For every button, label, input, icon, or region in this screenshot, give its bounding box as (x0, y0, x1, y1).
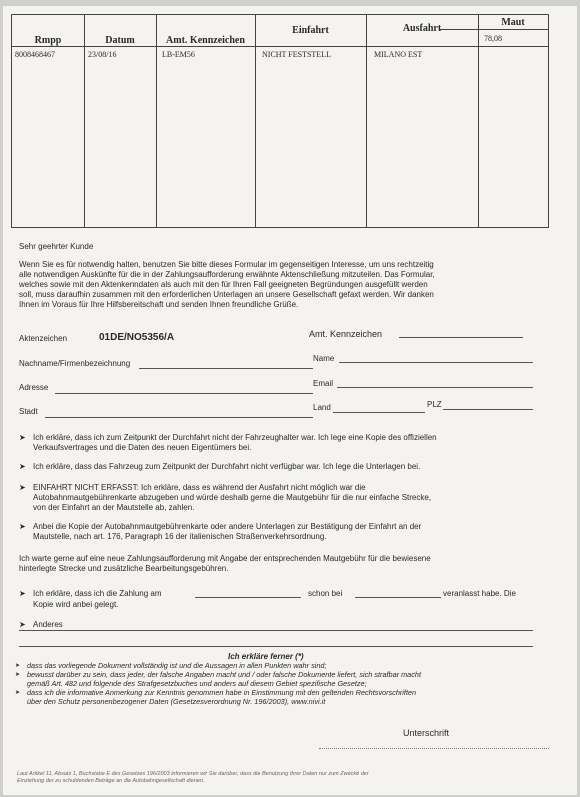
nachname-label: Nachname/Firmenbezeichnung (19, 359, 131, 368)
payment-text: schon bei (308, 589, 343, 598)
cell-rmpp: 8008468467 (15, 50, 55, 59)
option-text[interactable]: Anbei die Kopie der Autobahnmautgebührenkarte oder andere Unterlagen zur Bestätigung der Einfahrt an der (33, 522, 422, 531)
wish-line: Ich warte gerne auf eine neue Zahlungsaufforderung mit Angabe der entsprechenden Mautgebühr für die bewiesene (19, 554, 431, 563)
land-label: Land (313, 403, 331, 412)
table-header-line (12, 46, 548, 47)
table-col-line (255, 15, 256, 227)
intro-line: welches sowie mit den Aktenkenndaten als auch mit den für Ihren Fall geeigneten Begründungen ausgefüllt werden (19, 280, 428, 289)
adresse-field[interactable] (55, 383, 313, 394)
arrow-icon: ➤ (19, 433, 26, 442)
stadt-label: Stadt (19, 407, 38, 416)
arrow-icon: ➤ (19, 522, 26, 531)
anderes-label: Anderes (33, 620, 63, 629)
adresse-label: Adresse (19, 383, 49, 392)
aktenzeichen-label: Aktenzeichen (19, 334, 68, 343)
option-text[interactable]: EINFAHRT NICHT ERFASST: Ich erkläre, dass es während der Ausfahrt nicht möglich war die (33, 483, 366, 492)
footer-note (17, 771, 557, 785)
email-field[interactable] (337, 377, 533, 388)
declaration-line: gemäß Art. 482 und folgende des Strafgesetzbuches und anders auf diesem Gebiet spezifische Gesetze; (27, 679, 367, 688)
signature-field[interactable] (319, 748, 549, 749)
transit-table (11, 14, 549, 228)
greeting: Sehr geehrter Kunde (19, 242, 94, 251)
stadt-field[interactable] (45, 407, 313, 418)
table-col-line (366, 15, 367, 227)
table-col-line (156, 15, 157, 227)
header-datum: Datum (105, 35, 135, 46)
email-label: Email (313, 379, 334, 388)
wish-line: hinterlegte Strecke und zusätzliche Bearbeitungsgebühren. (19, 564, 229, 573)
arrow-icon: ➤ (15, 690, 21, 696)
land-field[interactable] (333, 402, 425, 413)
option-text[interactable]: Autobahnmautgebührenkarte abzugeben und würde deshalb gerne die Mautgebühr für die nur einfache Strecke, (33, 493, 432, 502)
anderes-line[interactable] (19, 630, 533, 631)
name-field[interactable] (339, 352, 533, 363)
intro-line: Wenn Sie es für notwendig halten, benutzen Sie bitte dieses Formular im gegenseitigen Interesse, um uns rechtzeitig (19, 260, 434, 269)
option-text[interactable]: von der Einfahrt an der Mautstelle ab, zahlen. (33, 503, 195, 512)
header-einfahrt: Einfahrt (292, 25, 329, 36)
signature-label: Unterschrift (403, 728, 450, 738)
name-label: Name (313, 354, 335, 363)
declaration-line: dass ich die informative Anmerkung zur Kenntnis genommen habe in Einstimmung mit den geltenden Rechtsvorschriften (27, 688, 417, 697)
payment-text: Kopie wird anbei gelegt. (33, 600, 119, 609)
payment-date-field[interactable] (195, 589, 301, 598)
table-col-line (84, 15, 85, 227)
amt-kennzeichen-field[interactable] (399, 327, 523, 338)
arrow-icon: ➤ (19, 462, 26, 471)
amt-kennzeichen-label: Amt. Kennzeichen (309, 329, 383, 339)
payment-text: veranlasst habe. Die (443, 589, 516, 598)
arrow-icon: ➤ (19, 589, 26, 598)
option-text[interactable]: Ich erkläre, dass das Fahrzeug zum Zeitpunkt der Durchfahrt nicht verfügbar war. Ich lege die Unterlagen bei. (33, 462, 421, 471)
arrow-icon: ➤ (19, 620, 26, 629)
option-text[interactable]: Verkaufsvertrages und die Daten des neuen Eigentümers bei. (33, 443, 252, 452)
intro-line: alle notwendigen Auskünfte für die in der Zahlungsaufforderung erwähnte Aktenschließung mitzuteilen. Das Formular, (19, 270, 435, 279)
cell-einfahrt: NICHT FESTSTELL (262, 50, 331, 59)
declaration-line: über den Schutz personenbezogener Daten (Gesetzesverordnung Nr. 196/2003), www.nivi.it (27, 697, 326, 706)
arrow-icon: ➤ (15, 663, 21, 669)
header-rmpp: Rmpp (34, 35, 62, 46)
cell-ausfahrt: MILANO EST (374, 50, 423, 59)
maut-value: 78,08 (484, 34, 502, 43)
header-ausfahrt: Ausfahrt (402, 23, 442, 34)
plz-field[interactable] (443, 399, 533, 410)
footer-line: Laut Artikel 11, Absatz 1, Buchstabe E des Gesetzes 196/2003 informieren wir Sie darüber, dass die Benutzung Ihrer Daten nur zum Zwecke der (17, 771, 369, 777)
arrow-icon: ➤ (19, 483, 26, 492)
cell-datum: 23/08/16 (88, 50, 117, 59)
declaration-title: Ich erkläre ferner (*) (228, 652, 304, 661)
table-col-line (478, 15, 479, 227)
anderes-line[interactable] (19, 646, 533, 647)
maut-header: Maut (501, 17, 525, 28)
option-text[interactable]: Mautstelle, nach art. 176, Paragraph 16 der italienischen Straßenverkehrsordnung. (33, 532, 327, 541)
payment-place-field[interactable] (355, 589, 441, 598)
plz-label: PLZ (427, 400, 442, 409)
declaration-line: dass das vorliegende Dokument vollständig ist und die Aussagen in allen Punkten wahr sind; (27, 661, 327, 670)
footer-line: Einziehung der zu schuldenden Beträge an die Autobahngesellschaft dienen. (17, 778, 205, 784)
aktenzeichen-value: 01DE/NO5356/A (99, 332, 175, 343)
intro-line: Ihnen im Voraus für Ihre Hilfsbereitschaft und senden Ihnen freundliche Grüße. (19, 300, 299, 309)
nachname-field[interactable] (139, 358, 313, 369)
arrow-icon: ➤ (15, 672, 21, 678)
form-sheet (3, 6, 577, 795)
payment-text: Ich erkläre, dass ich die Zahlung am (33, 589, 162, 598)
intro-line: soll, muss daraufhin zusammen mit den erforderlichen Unterlagen an unsere Gesellschaft gefaxt werden. Wir danken (19, 290, 434, 299)
declaration-line: bewusst darüber zu sein, dass jeder, der falsche Angaben macht und / oder falsche Dokumente liefert, sich strafbar macht (27, 670, 421, 679)
cell-kennzeichen: LB-EM56 (162, 50, 195, 59)
option-text[interactable]: Ich erkläre, dass ich zum Zeitpunkt der Durchfahrt nicht der Fahrzeughalter war. Ich lege eine Kopie des offiziellen (33, 433, 437, 442)
header-kennzeichen: Amt. Kennzeichen (166, 35, 245, 46)
